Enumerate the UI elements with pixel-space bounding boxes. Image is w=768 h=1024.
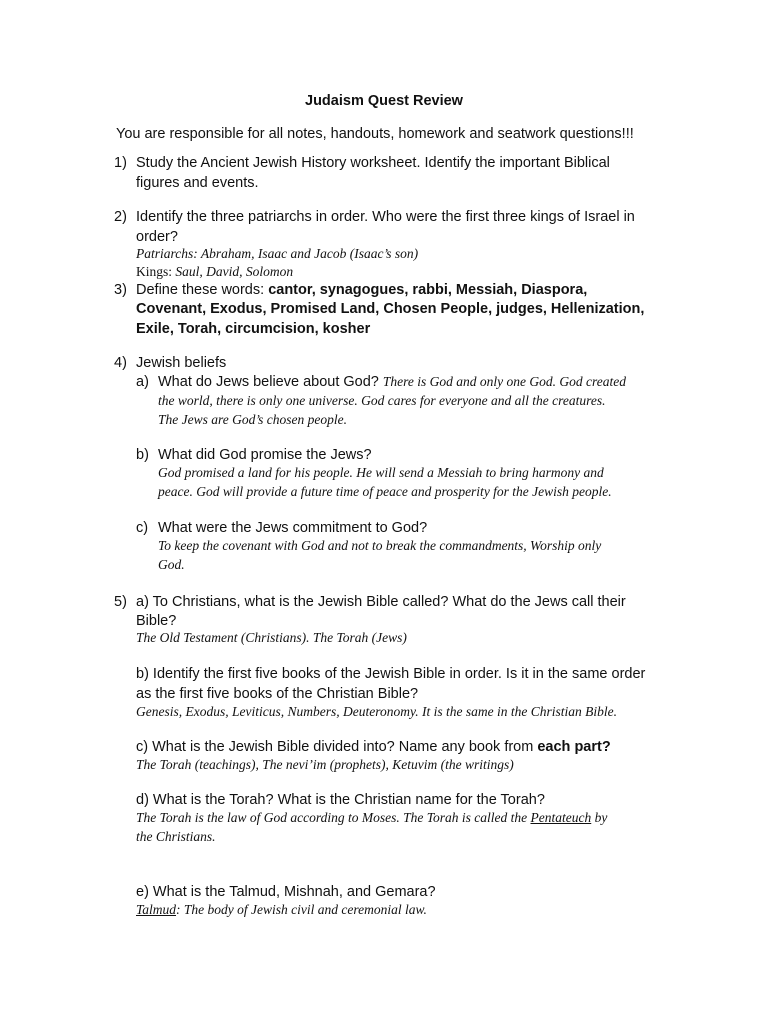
question-5e-answer-rest: : The body of Jewish civil and ceremonial law. [176,902,427,917]
question-5c-answer: The Torah (teachings), The nevi’im (prophets), Ketuvim (the writings) [136,757,514,772]
question-1-line-2: figures and events. [136,175,259,191]
question-5a-line-1: a) To Christians, what is the Jewish Bible called? What do the Jews call their [136,594,626,610]
question-4c-label: c) [136,520,149,536]
question-1-line-1: Study the Ancient Jewish History worksheet. Identify the important Biblical [136,155,610,171]
question-4a-answer-1: There is God and only one God. God created [382,374,626,389]
question-2-answer-patriarchs: Patriarchs: Abraham, Isaac and Jacob (Isaac’s son) [136,246,419,261]
question-4c-answer-2: God. [158,557,185,572]
kings-label: Kings: [136,264,173,279]
kings-names: Saul, David, Solomon [172,264,294,279]
question-5-number: 5) [114,594,127,610]
question-3-number: 3) [114,282,127,298]
question-5d-answer-1 [136,808,607,827]
question-4a-label: a) [136,374,149,390]
question-2-line-2: order? [136,229,178,245]
page-title: Judaism Quest Review [305,93,463,109]
question-3-terms-2: Covenant, Exodus, Promised Land, Chosen People, judges, Hellenization, [136,301,645,317]
question-5c-bold: each part? [537,739,611,755]
question-5a-answer: The Old Testament (Christians). The Torah (Jews) [136,630,407,645]
question-4-number: 4) [114,355,127,371]
question-2-line-1: Identify the three patriarchs in order. Who were the first three kings of Israel in [136,209,635,225]
question-5d-answer-pre: The Torah is the law of God according to Moses. The Torah is called the [136,810,531,825]
question-5c-text: c) What is the Jewish Bible divided into? Name any book from [136,739,538,755]
question-4a-answer-3: The Jews are God’s chosen people. [158,412,347,427]
question-5e-line-1: e) What is the Talmud, Mishnah, and Gemara? [136,884,436,900]
question-5d-line-1: d) What is the Torah? What is the Christian name for the Torah? [136,792,545,808]
question-5c-line-1 [136,737,611,757]
question-3-line-1 [136,280,587,300]
question-4b-label: b) [136,447,149,463]
question-4a-line-1 [158,372,626,392]
question-3-lead: Define these words: [136,282,269,298]
intro-text: You are responsible for all notes, handouts, homework and seatwork questions!!! [116,126,634,142]
question-5e-answer [136,900,427,919]
question-5d-answer-post: by [591,810,608,825]
talmud-term: Talmud [136,902,177,917]
question-5b-line-1: b) Identify the first five books of the Jewish Bible in order. Is it in the same order [136,666,646,682]
question-4c-answer-1: To keep the covenant with God and not to break the commandments, Worship only [158,538,602,553]
question-4a-answer-2: the world, there is only one universe. God cares for everyone and all the creatures. [158,393,606,408]
question-5a-line-2: Bible? [136,613,177,629]
question-5b-answer: Genesis, Exodus, Leviticus, Numbers, Deuteronomy. It is the same in the Christian Bible. [136,704,617,719]
question-3-terms-1: cantor, synagogues, rabbi, Messiah, Diaspora, [268,282,588,298]
question-4b-text: What did God promise the Jews? [158,447,372,463]
question-4b-answer-1: God promised a land for his people. He will send a Messiah to bring harmony and [158,465,604,480]
question-2-number: 2) [114,209,127,225]
question-4c-text: What were the Jews commitment to God? [158,520,428,536]
question-5b-line-2: as the first five books of the Christian Bible? [136,686,419,702]
question-3-terms-3: Exile, Torah, circumcision, kosher [136,321,371,337]
pentateuch-term: Pentateuch [530,810,592,825]
question-1-number: 1) [114,155,127,171]
question-2-answer-kings [136,262,293,281]
question-4a-text: What do Jews believe about God? [158,374,383,390]
question-4b-answer-2: peace. God will provide a future time of peace and prosperity for the Jewish people. [158,484,612,499]
question-5d-answer-2: the Christians. [136,829,216,844]
question-4-heading: Jewish beliefs [136,355,227,371]
